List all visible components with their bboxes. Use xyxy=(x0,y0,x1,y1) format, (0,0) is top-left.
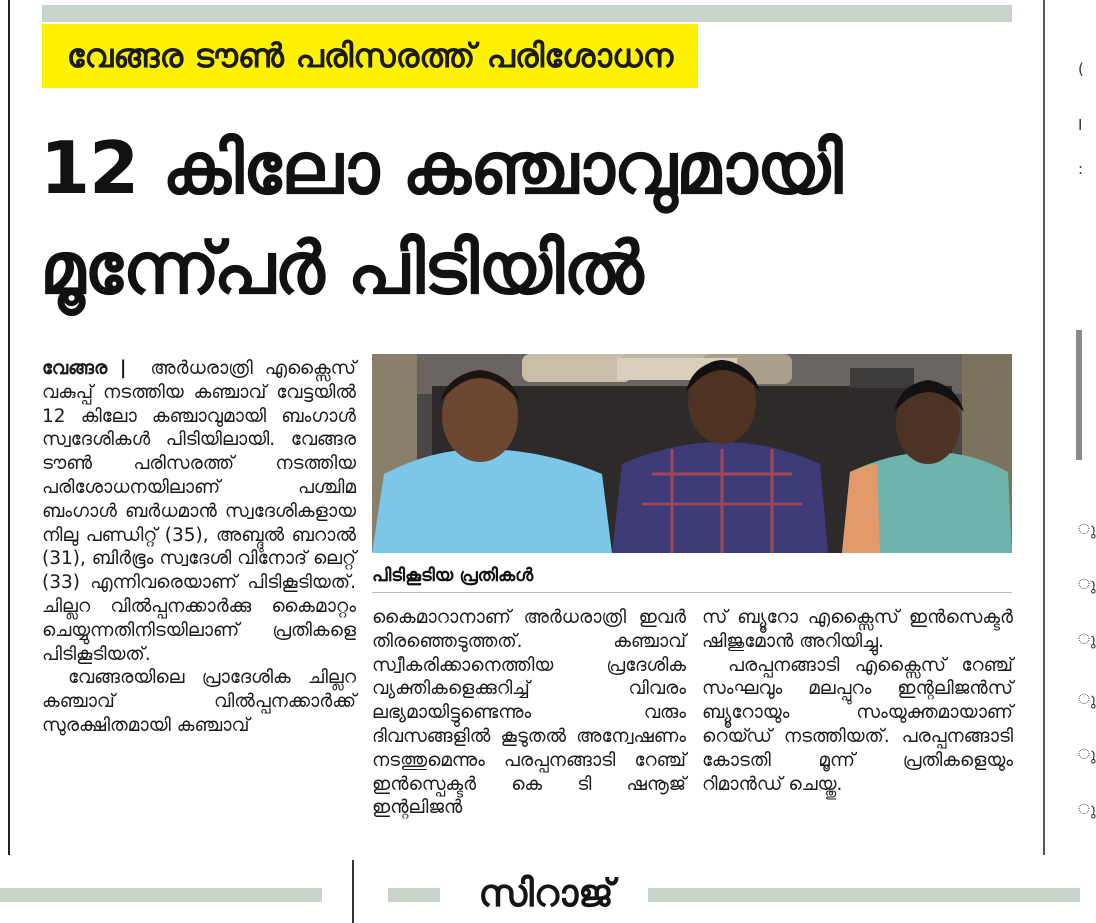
footer-rule-middle xyxy=(388,888,440,902)
article-paragraph: പരപ്പനങ്ങാടി എക്സൈസ് റേഞ്ച് സംഘവും മലപ്പുറം ഇന്റലിജൻസ് ബ്യൂറോയും സംയുക്തമായാണ് റെയ്ഡ് നടത്തിയത്. പരപ്പനങ്ങാടി കോടതി മൂന്ന് പ്രതികളെയും റിമാൻഡ് ചെയ്തു. xyxy=(702,654,1013,795)
article-paragraph xyxy=(42,357,356,666)
adjacent-glyph: I xyxy=(1078,116,1083,134)
adjacent-glyph: ു xyxy=(1078,630,1096,648)
article-paragraph: സ് ബ്യൂറോ എക്സൈസ് ഇൻസെക്ടർ ഷിജുമോൻ അറിയിച്ചു. xyxy=(702,607,1013,652)
headline xyxy=(40,118,1040,318)
caption-rule xyxy=(372,592,1012,593)
kicker-label: വേങ്ങര ടൗൺ പരിസരത്ത് പരിശോധന xyxy=(42,24,698,88)
column-divider-left xyxy=(8,0,10,855)
photo-illustration xyxy=(372,354,1012,553)
adjacent-glyph: ു xyxy=(1078,575,1096,593)
article-paragraph: കൈമാറാനാണ് അർധരാത്രി ഇവർ തിരഞ്ഞെടുത്തത്. കഞ്ചാവ് സ്വീകരിക്കാനെത്തിയ പ്രദേശിക വ്യക്തികളെക്കുറിച്ച് വിവരം ലഭ്യമായിട്ടുണ്ടെന്നും വരും ദിവസങ്ങളിൽ കൂടുതൽ അന്വേഷണം നടത്തുമെന്നും പരപ്പനങ്ങാടി റേഞ്ച് ഇൻസ്പെക്ടർ കെ ടി ഷനൂജ് ഇന്റലിജൻ xyxy=(372,607,686,819)
adjacent-glyph: ു xyxy=(1078,520,1096,538)
adjacent-glyph: ു xyxy=(1078,800,1096,818)
adjacent-glyph: ു xyxy=(1078,745,1096,763)
headline-line-2: മൂന്ന്പേർ പിടിയിൽ xyxy=(40,226,643,310)
top-rule xyxy=(42,5,1012,22)
article-column-2 xyxy=(372,606,686,820)
adjacent-glyph: ( xyxy=(1078,60,1084,78)
shirt-middle xyxy=(612,442,828,553)
footer-divider xyxy=(352,860,354,923)
shirt-left xyxy=(372,449,612,553)
adjacent-photo-edge xyxy=(1076,330,1082,460)
news-photo xyxy=(372,354,1012,553)
adjacent-article-fragment xyxy=(1050,0,1096,923)
footer-rule-right xyxy=(648,888,1080,902)
photo-caption: പിടികൂടിയ പ്രതികൾ xyxy=(372,565,534,586)
article-paragraph: വേങ്ങരയിലെ പ്രാദേശിക ചില്ലറ കഞ്ചാവ് വിൽപ്പനക്കാർക്ക് സുരക്ഷിതമായി കഞ്ചാവ് xyxy=(42,667,356,736)
column-divider-right xyxy=(1043,0,1045,855)
dateline: വേങ്ങര | xyxy=(42,358,127,379)
paragraph-text: അർധരാത്രി എക്സൈസ് വകുപ്പ് നടത്തിയ കഞ്ചാവ് വേട്ടയിൽ 12 കിലോ കഞ്ചാവുമായി ബംഗാൾ സ്വദേശികൾ പിടിയിലായി. വേങ്ങര ടൗൺ പരിസരത്ത് നടത്തിയ പരിശോധനയിലാണ് പശ്ചിമ ബംഗാൾ ബർധമാൻ സ്വദേശികളായ നിലു പണ്ഡിറ്റ് (35), അബ്ദുൽ ബറാൽ (31), ബിർഭൂം സ്വദേശി വിനോദ് ലെറ്റ് (33) എന്നിവരെയാണ് പിടികൂടിയത്. ചില്ലറ വിൽപ്പനക്കാർക്കു കൈമാറ്റം ചെയ്യുന്നതിനിടയിലാണ് പ്രതികളെ പിടികൂടിയത്. xyxy=(42,358,356,665)
adjacent-glyph: ു xyxy=(1078,690,1096,708)
footer-rule-left xyxy=(0,888,322,902)
article-column-3 xyxy=(702,606,1013,796)
article-column-1 xyxy=(42,357,356,738)
masthead-logo: സിറാജ് xyxy=(478,871,614,915)
headline-line-1: 12 കിലോ കഞ്ചാവുമായി xyxy=(40,126,842,210)
adjacent-glyph: : xyxy=(1078,160,1084,178)
